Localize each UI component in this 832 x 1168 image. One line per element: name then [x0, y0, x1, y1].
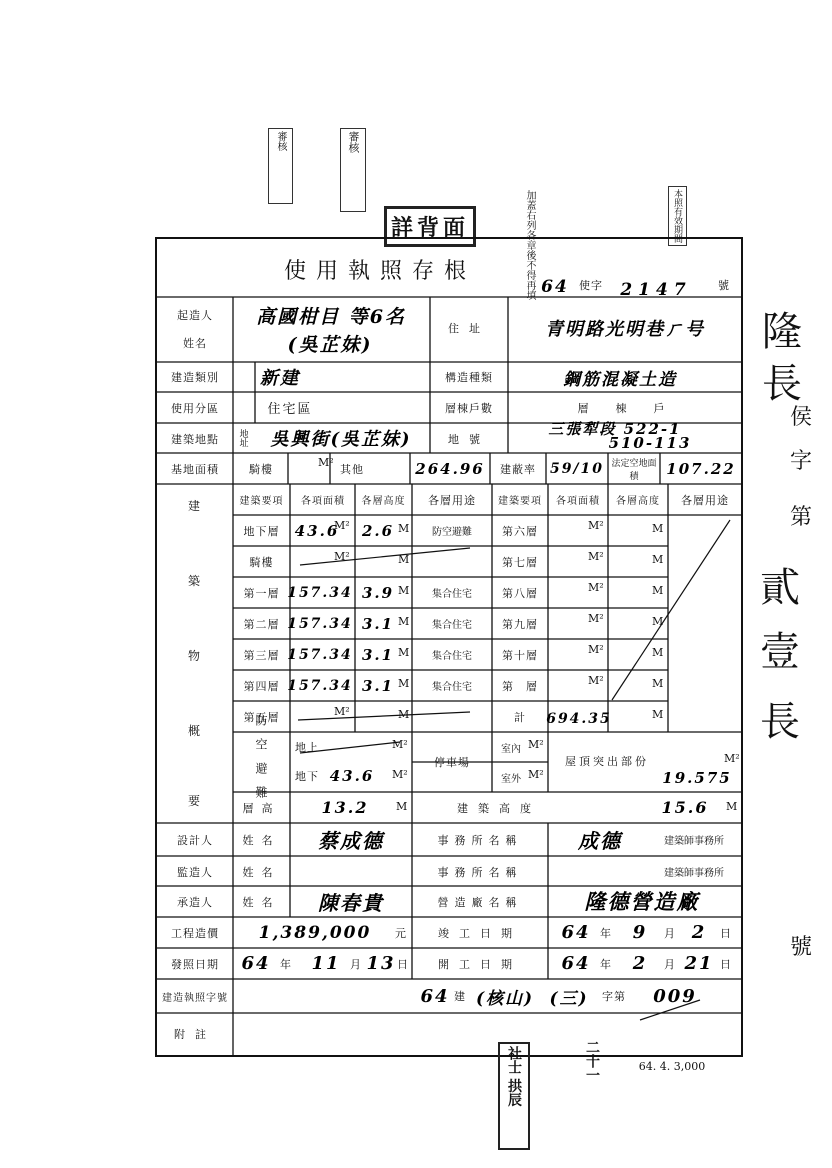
issue-date-label: 發照日期	[171, 957, 219, 971]
cost-label: 工程造價	[171, 926, 219, 940]
print-number: 64. 4. 3,000	[638, 1059, 706, 1073]
contractor-label: 承造人	[177, 895, 213, 909]
review-stamp-2: 審核	[340, 128, 366, 212]
contractor-value: 陳春貴	[318, 891, 384, 915]
basement-area: 43.6	[294, 521, 340, 540]
arcade-label: 騎樓	[249, 462, 273, 476]
col-height-header: 各層高度	[361, 496, 406, 507]
floor-label: 第五層	[243, 710, 280, 724]
floor-label: 第九層	[502, 617, 538, 631]
floor-label: 第六層	[502, 524, 538, 538]
floor-label: 第一層	[243, 586, 280, 600]
unit-m: M	[726, 800, 738, 813]
unit-m2: M²	[334, 519, 350, 532]
form-title: 使用執照存根	[283, 258, 476, 284]
legal-area-value: 107.22	[666, 459, 736, 478]
detail-back-tag: 詳背面	[384, 206, 476, 247]
firm-value: 隆德營造廠	[584, 889, 700, 914]
unit-m: M	[398, 708, 410, 721]
unit-m: M	[398, 522, 410, 535]
unit-m2: M²	[588, 674, 604, 687]
floor-label: 第二層	[243, 617, 280, 631]
year-label: 年	[600, 957, 612, 971]
start-year: 64	[561, 953, 591, 974]
floor-height-value: 13.2	[321, 798, 369, 817]
legal-area-label: 法定空地面積	[611, 458, 657, 482]
section-letter: 物	[187, 648, 202, 663]
margin-char: 第	[790, 505, 813, 530]
permit-no-label: 建造執照字號	[162, 992, 228, 1004]
address-value: 青明路光明巷ㄏ号	[545, 319, 705, 340]
indoor-label: 室內	[501, 743, 521, 755]
unit-m2: M²	[334, 550, 350, 563]
unit-m: M	[398, 646, 410, 659]
floor1-area: 157.34	[287, 584, 353, 601]
designer-office-value: 成德	[578, 829, 622, 853]
designer-label: 設計人	[177, 833, 213, 847]
col-height-header-2: 各層高度	[616, 496, 660, 507]
zoning-label: 使用分區	[171, 401, 219, 415]
builder-value: 高國柑目 等6名	[256, 305, 406, 328]
floors-units-value: 層 棟 戶	[577, 401, 673, 415]
structure-value: 鋼筋混凝土造	[563, 369, 677, 390]
start-day: 21	[684, 953, 714, 974]
permit-year: 64	[420, 985, 450, 1007]
floor4-use: 集合住宅	[432, 682, 472, 693]
builder-name-label: 姓名	[183, 337, 207, 350]
day-label: 日	[720, 926, 732, 940]
coverage-label: 建蔽率	[500, 462, 536, 476]
floor1-use: 集合住宅	[432, 589, 472, 600]
col-area-header-2: 各項面積	[556, 496, 600, 507]
month-label: 月	[350, 957, 362, 971]
finish-date-label: 竣工日期	[438, 926, 522, 940]
build-word-label: 建	[454, 990, 466, 1003]
outdoor-label: 室外	[501, 773, 521, 785]
unit-m: M	[398, 553, 410, 566]
category-value: 新建	[260, 368, 300, 389]
unit-m: M	[398, 615, 410, 628]
site-sub-label: 地址	[237, 429, 248, 447]
parking-label: 停車場	[434, 756, 470, 769]
section-letter: 築	[187, 573, 202, 588]
address-label: 住址	[448, 322, 490, 335]
margin-char: 長	[762, 361, 802, 407]
floor2-area: 157.34	[287, 615, 353, 632]
permit-num: 009	[653, 985, 697, 1007]
issue-day: 13	[366, 953, 396, 974]
roof-part-label: 屋頂突出部份	[565, 755, 649, 768]
firm-name-label: 營造廠名稱	[437, 895, 523, 909]
floor3-area: 157.34	[287, 646, 353, 663]
lot-no-label: 地號	[448, 432, 490, 446]
margin-char: 號	[790, 935, 813, 960]
unit-m: M	[652, 677, 664, 690]
total-area: 694.35	[546, 710, 612, 727]
air-raid-label: 防空避難	[254, 714, 268, 810]
unit-m2: M²	[588, 519, 604, 532]
floor4-height: 3.1	[361, 676, 395, 695]
unit-m2: M²	[724, 752, 740, 765]
seal-stamp: 社士 拱辰	[498, 1042, 530, 1150]
unit-m2: M²	[392, 738, 408, 751]
category-label: 建造類別	[171, 371, 219, 384]
col-use-header: 各層用途	[428, 493, 476, 507]
validity-note: 本照有效期間	[668, 186, 687, 246]
structure-label: 構造種類	[445, 371, 493, 384]
zoning-value: 住宅區	[267, 402, 313, 417]
col-area-header: 各項面積	[301, 496, 345, 507]
floor4-area: 157.34	[287, 677, 353, 694]
finish-year: 64	[561, 922, 591, 943]
col-floor-header-2: 建築要項	[498, 496, 542, 507]
seal-stamp-2: 二十一	[584, 1040, 600, 1082]
col-use-header-2: 各層用途	[681, 493, 729, 507]
contractor-name-label: 姓名	[242, 895, 281, 909]
margin-char: 壹	[760, 629, 800, 675]
unit-m: M	[652, 522, 664, 535]
review-stamp: 審核	[268, 128, 293, 204]
remarks-label: 附註	[174, 1028, 216, 1041]
coverage-value: 59/10	[549, 460, 605, 477]
license-number: 2147	[620, 280, 692, 300]
margin-char: 貳	[760, 565, 800, 611]
floor-label: 第十層	[502, 648, 538, 662]
supervisor-label: 監造人	[177, 865, 213, 879]
yuan-label: 元	[395, 926, 407, 940]
shelter-below-value: 43.6	[329, 767, 375, 785]
unit-m2: M²	[528, 738, 544, 751]
roof-area-value: 19.575	[662, 769, 732, 787]
office-name-label: 事務所名稱	[437, 833, 523, 847]
floor1-height: 3.9	[361, 583, 395, 602]
month-label: 月	[664, 957, 676, 971]
unit-m2: M²	[334, 705, 350, 718]
supervisor-name-label: 姓名	[242, 865, 281, 879]
floor-label: 第三層	[243, 648, 280, 662]
day-label: 日	[397, 957, 409, 971]
month-label: 月	[664, 926, 676, 940]
arch-office-suffix-2: 建築師事務所	[664, 868, 724, 879]
unit-m: M	[652, 646, 664, 659]
base-area-label: 基地面積	[171, 462, 219, 476]
designer-name-label: 姓名	[242, 833, 281, 847]
day-label: 日	[720, 957, 732, 971]
unit-m2: M²	[588, 581, 604, 594]
unit-m: M	[396, 800, 408, 813]
col-floor-header: 建築要項	[239, 496, 284, 507]
section-letter: 建	[187, 498, 202, 513]
permit-word: (核山)	[475, 988, 535, 1009]
unit-m: M	[652, 553, 664, 566]
margin-char: 隆	[762, 309, 802, 355]
building-height-label: 建築高度	[457, 801, 541, 815]
unit-m: M	[652, 584, 664, 597]
unit-m: M	[398, 677, 410, 690]
instruction-note: 加蓋右列各章後不得再填	[524, 190, 535, 300]
unit-m: M	[652, 615, 664, 628]
license-word: 使字	[579, 279, 603, 292]
above-label: 地上	[295, 741, 319, 754]
permit-class: (三)	[549, 988, 589, 1009]
floor2-use: 集合住宅	[432, 620, 472, 631]
year-label: 年	[600, 926, 612, 940]
section-letter: 要	[187, 793, 202, 808]
unit-m2: M²	[392, 768, 408, 781]
basement-use: 防空避難	[432, 527, 472, 538]
floor-height-label: 層高	[242, 801, 281, 815]
floor3-use: 集合住宅	[432, 651, 472, 662]
unit-m2: M²	[588, 612, 604, 625]
floor2-height: 3.1	[361, 614, 395, 633]
word-label: 字第	[602, 990, 626, 1003]
license-prefix: 64	[541, 277, 569, 297]
floors-units-label: 層棟戶數	[445, 401, 493, 415]
designer-value: 蔡成德	[318, 829, 384, 853]
margin-char: 字	[790, 449, 813, 474]
year-label: 年	[280, 957, 292, 971]
unit-m2: M²	[588, 643, 604, 656]
builder-rep-value: (吳芷妹)	[287, 333, 373, 356]
floor-label: 第七層	[502, 555, 538, 569]
floor-label: 地下層	[243, 524, 280, 538]
finish-month: 9	[632, 922, 648, 943]
floor-label: 第八層	[502, 586, 538, 600]
floor-label: 騎樓	[249, 555, 274, 569]
start-date-label: 開工日期	[438, 957, 522, 971]
other-area-value: 264.96	[415, 459, 485, 478]
finish-day: 2	[691, 922, 707, 943]
unit-m2: M²	[588, 550, 604, 563]
arch-office-suffix: 建築師事務所	[664, 836, 724, 847]
issue-year: 64	[241, 953, 271, 974]
site-value: 吳興街(吳芷妹)	[270, 429, 412, 450]
building-height-value: 15.6	[661, 798, 709, 817]
lot-no-value-2: 510-113	[608, 434, 692, 452]
builder-label: 起造人	[177, 309, 213, 322]
issue-month: 11	[311, 953, 341, 974]
unit-m: M	[398, 584, 410, 597]
floor-label: 第 層	[502, 679, 538, 693]
section-letter: 概	[187, 723, 202, 738]
floor-label: 計	[514, 710, 526, 724]
unit-m: M	[652, 708, 664, 721]
lot-no-value-1: 三張犁段 522-1	[548, 419, 682, 438]
unit-m2: M²	[318, 456, 334, 469]
below-label: 地下	[295, 770, 319, 783]
floor3-height: 3.1	[361, 645, 395, 664]
margin-char: 長	[760, 699, 800, 745]
other-label: 其他	[340, 462, 364, 476]
office-name-label-2: 事務所名稱	[437, 865, 523, 879]
floor-label: 第四層	[243, 679, 280, 693]
license-suffix: 號	[718, 279, 730, 292]
basement-height: 2.6	[361, 521, 395, 540]
start-month: 2	[632, 953, 648, 974]
cost-value: 1,389,000	[258, 922, 372, 943]
unit-m2: M²	[528, 768, 544, 781]
margin-char: 侯	[790, 405, 813, 430]
site-label: 建築地點	[171, 432, 219, 446]
